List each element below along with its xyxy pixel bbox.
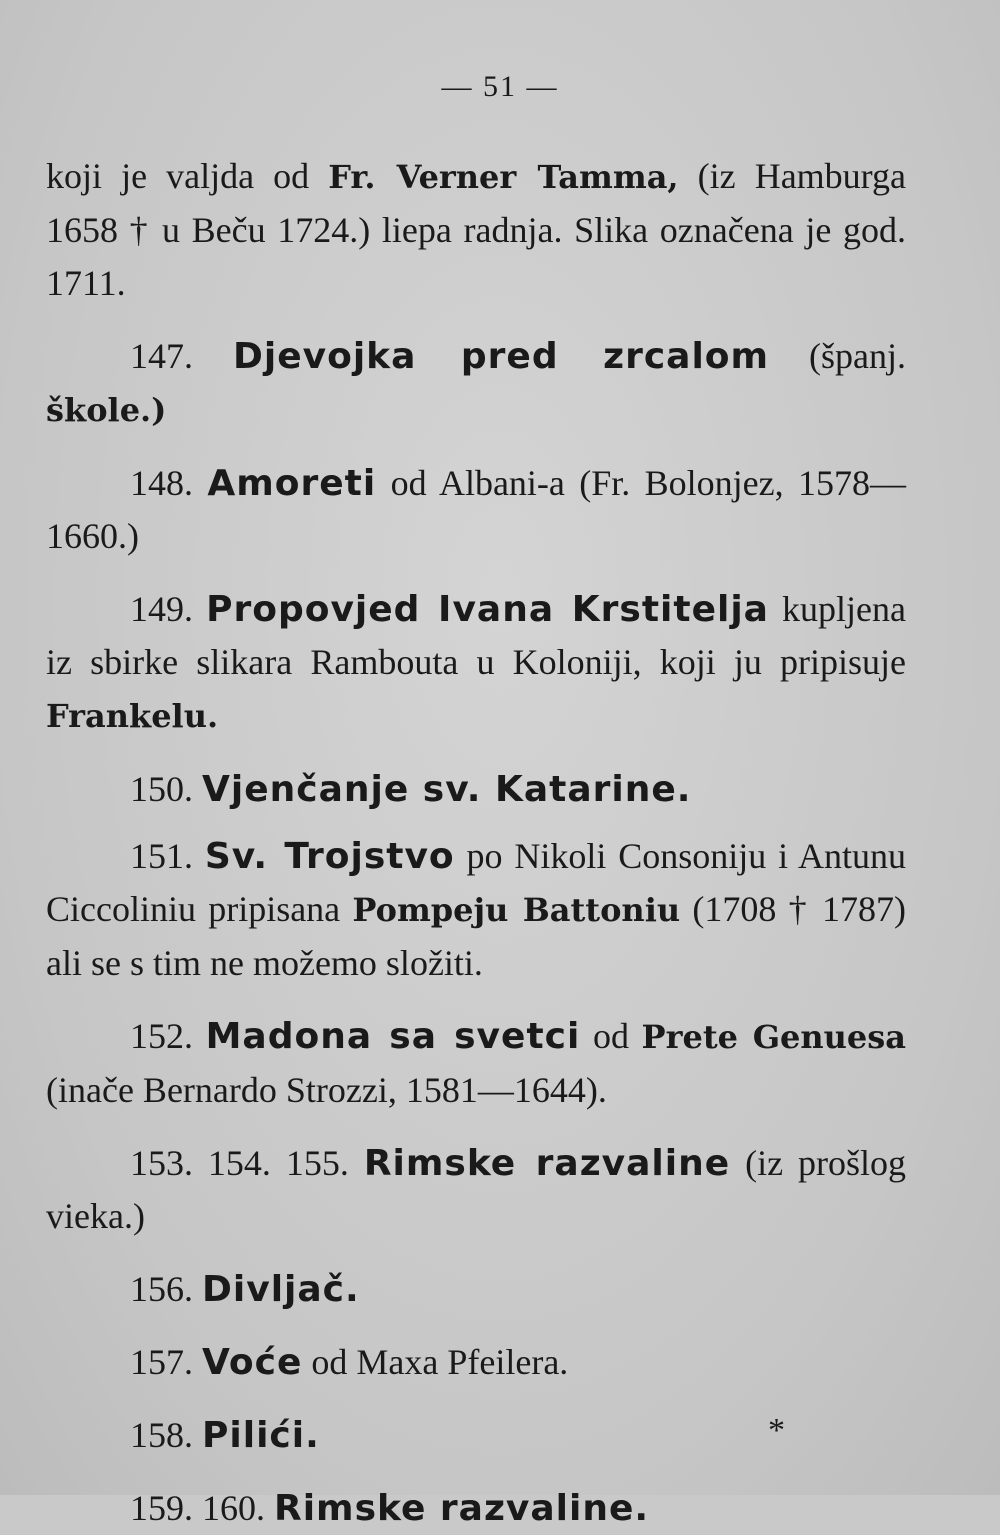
entry-157 <box>46 1336 906 1389</box>
entry-title: Divljač. <box>202 1269 360 1310</box>
entry-title: Sv. Trojstvo <box>204 836 455 877</box>
entry-text: od <box>580 1016 642 1056</box>
entry-159-160 <box>46 1482 906 1535</box>
entry-152 <box>46 1010 906 1117</box>
asterisk-mark: * <box>768 1412 785 1449</box>
entry-number: 159. 160. <box>130 1488 274 1528</box>
artist-name: Prete Genuesa <box>641 1018 907 1056</box>
text: koji je valjda od <box>46 156 329 196</box>
entry-title: Djevojka pred zrcalom <box>232 336 770 377</box>
entry-title: Amoreti <box>207 463 377 504</box>
entry-text: (inače Bernardo Strozzi, 1581—1644). <box>46 1070 607 1110</box>
entry-text: od Albani-a (Fr. Bolonjez, 1578—1660.) <box>46 463 906 556</box>
entry-number: 148. <box>130 463 208 503</box>
entry-151 <box>46 830 906 990</box>
artist-name: Pompeju Battoniu <box>352 891 681 929</box>
entry-title: Madona sa svetci <box>205 1016 581 1057</box>
entry-150 <box>46 763 906 816</box>
entry-title: Pilići. <box>202 1415 320 1456</box>
entry-number: 158. <box>130 1415 202 1455</box>
entry-153-155 <box>46 1137 906 1243</box>
entry-156 <box>46 1263 906 1316</box>
entry-text: od Maxa Pfeilera. <box>302 1342 569 1382</box>
entry-149 <box>46 583 906 743</box>
entry-number: 156. <box>130 1269 202 1309</box>
entry-title: Rimske razvaline <box>363 1143 731 1184</box>
catalog-text <box>46 150 906 1535</box>
page-number: — 51 — <box>441 70 559 103</box>
entry-text: po Nikoli Consoniju i Antunu Ciccoliniu pripisana <box>46 836 906 929</box>
entry-number: 150. <box>130 769 202 809</box>
entry-title: Propovjed Ivana Krstitelja <box>206 589 769 630</box>
entry-text: (1708 † 1787) ali se s tim ne možemo složiti. <box>46 889 907 983</box>
entry-number: 147. <box>130 336 233 376</box>
entry-number: 151. <box>130 836 205 876</box>
entry-title: Rimske razvaline. <box>274 1488 650 1529</box>
entry-title: Voće <box>202 1342 303 1383</box>
entry-number: 157. <box>130 1342 202 1382</box>
entry-text: škole.) <box>46 391 167 429</box>
entry-148 <box>46 457 906 563</box>
entry-text: (španj. <box>769 336 906 376</box>
entry-number: 153. 154. 155. <box>130 1143 364 1183</box>
text: (iz Hamburga 1658 † u Beču 1724.) liepa radnja. Slika označena je god. 1711. <box>46 156 906 303</box>
entry-number: 152. <box>130 1016 206 1056</box>
artist-name: Frankelu. <box>46 697 219 735</box>
entry-147 <box>46 330 906 437</box>
entry-title: Vjenčanje sv. Katarine. <box>202 769 692 810</box>
entry-text: kupljena iz sbirke slikara Rambouta u Koloniji, koji ju pripisuje <box>46 589 907 682</box>
entry-number: 149. <box>130 589 207 629</box>
artist-name: Fr. Verner Tamma, <box>328 158 679 196</box>
continuation-paragraph <box>46 150 906 310</box>
entry-text: (iz prošlog vieka.) <box>46 1143 906 1236</box>
